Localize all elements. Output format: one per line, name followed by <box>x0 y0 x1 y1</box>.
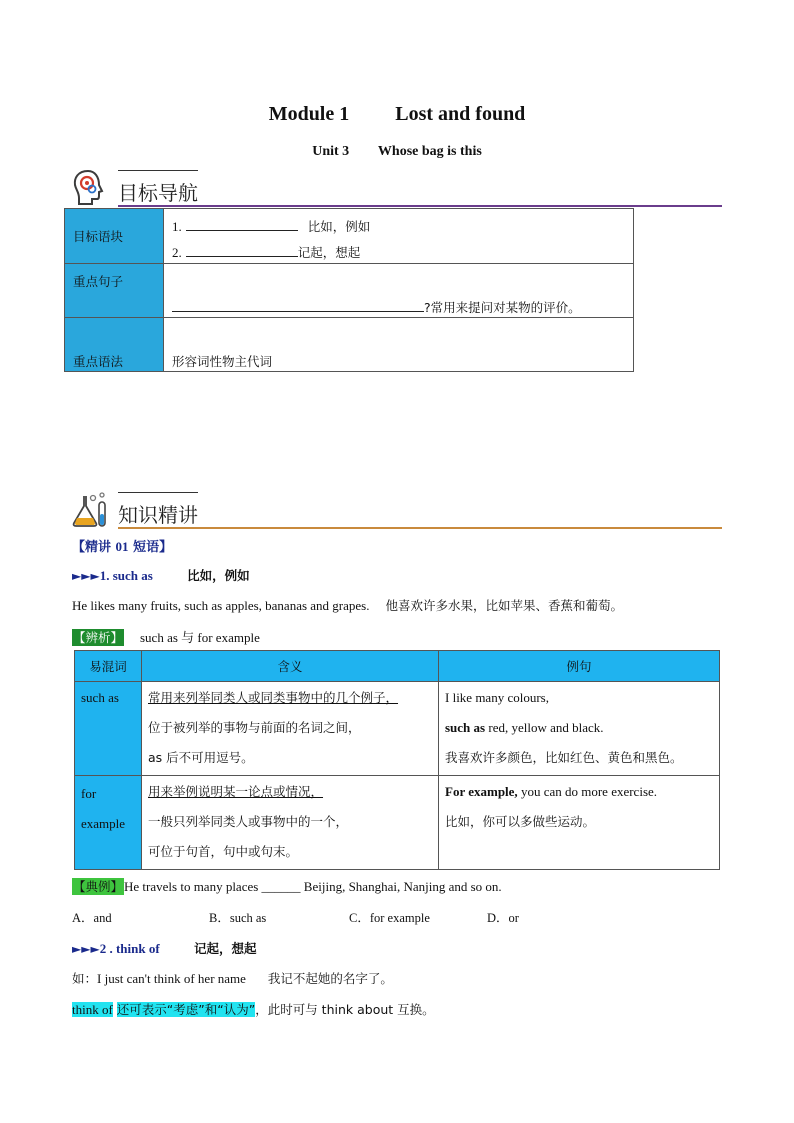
exercise-question: 【典例】He travels to many places ______ Beijing, Shanghai, Nanjing and so on. <box>73 879 502 894</box>
col-header: 例句 <box>439 651 720 682</box>
goals-row-chunks <box>65 209 634 264</box>
section-header-goals <box>70 168 722 208</box>
lesson-heading: 【精讲 01 短语】 <box>72 539 173 555</box>
goals-row-grammar <box>65 318 634 372</box>
goals-sentence: ?常用来提问对某物的评价。 <box>164 264 634 318</box>
cell-word: such as <box>75 682 142 776</box>
section-header-knowledge <box>70 490 722 530</box>
goals-table <box>64 208 634 372</box>
cell-meaning: 用来举例说明某一论点或情况， 一般只列举同类人或事物中的一个， 可位于句首，句中或句末。 <box>142 776 439 870</box>
cell-word: for example <box>75 776 142 870</box>
compare-table <box>74 650 720 870</box>
goals-label: 重点语法 <box>65 318 164 372</box>
exercise-option-d[interactable]: D．or <box>487 911 519 925</box>
goals-row-sentence <box>65 264 634 318</box>
col-header: 含义 <box>142 651 439 682</box>
cell-meaning: 常用来列举同类人或同类事物中的几个例子， 位于被列举的事物与前面的名词之间， as 后不可用逗号。 <box>142 682 439 776</box>
item1-heading: ►►►1. such as 比如，例如 <box>72 568 250 583</box>
analysis-tag: 【辨析】 <box>73 630 124 645</box>
analysis-line: 【辨析】 such as 与 for example <box>73 630 260 645</box>
head-gears-icon <box>70 168 106 206</box>
unit-number: Unit 3 <box>312 144 350 159</box>
section-title-goals: 目标导航 <box>118 181 198 205</box>
exercise-option-a[interactable]: A．and <box>72 911 112 925</box>
item1-example: He likes many fruits, such as apples, bananas and grapes. 他喜欢许多水果，比如苹果、香蕉和葡萄。 <box>72 598 623 613</box>
exercise-tag: 【典例】 <box>73 879 124 894</box>
section-title-knowledge: 知识精讲 <box>118 503 198 527</box>
unit-name: Whose bag is this <box>377 144 482 159</box>
fill-blank-1[interactable] <box>186 218 298 231</box>
module-name: Lost and found <box>395 103 526 125</box>
goals-chunk-lines: 1. 比如，例如 2. 记起，想起 <box>164 209 634 264</box>
item2-note: think of 还可表示“考虑”和“认为”，此时可与 think about 互换。 <box>72 1002 435 1017</box>
exercise-option-c[interactable]: C．for example <box>349 911 430 925</box>
item2-example: 如：I just can't think of her name 我记不起她的名字了。 <box>72 971 393 986</box>
lab-flask-icon <box>70 490 110 528</box>
module-title <box>0 103 794 126</box>
goals-label: 重点句子 <box>65 264 164 318</box>
fill-blank-2[interactable] <box>186 244 298 257</box>
fill-blank-3[interactable] <box>172 299 424 312</box>
cell-example: For example, you can do more exercise. 比如，你可以多做些运动。 <box>439 776 720 870</box>
exercise-option-b[interactable]: B．such as <box>209 911 267 925</box>
goals-label: 目标语块 <box>65 209 164 264</box>
col-header: 易混词 <box>75 651 142 682</box>
table-row <box>75 776 720 870</box>
module-number: Module 1 <box>268 103 350 125</box>
item2-heading: ►►►2 . think of 记起，想起 <box>72 941 257 956</box>
compare-table-header <box>75 651 720 682</box>
unit-title <box>0 144 794 160</box>
goals-grammar: 形容词性物主代词 <box>164 318 634 372</box>
table-row <box>75 682 720 776</box>
cell-example: I like many colours, such as red, yellow and black. 我喜欢许多颜色，比如红色、黄色和黑色。 <box>439 682 720 776</box>
